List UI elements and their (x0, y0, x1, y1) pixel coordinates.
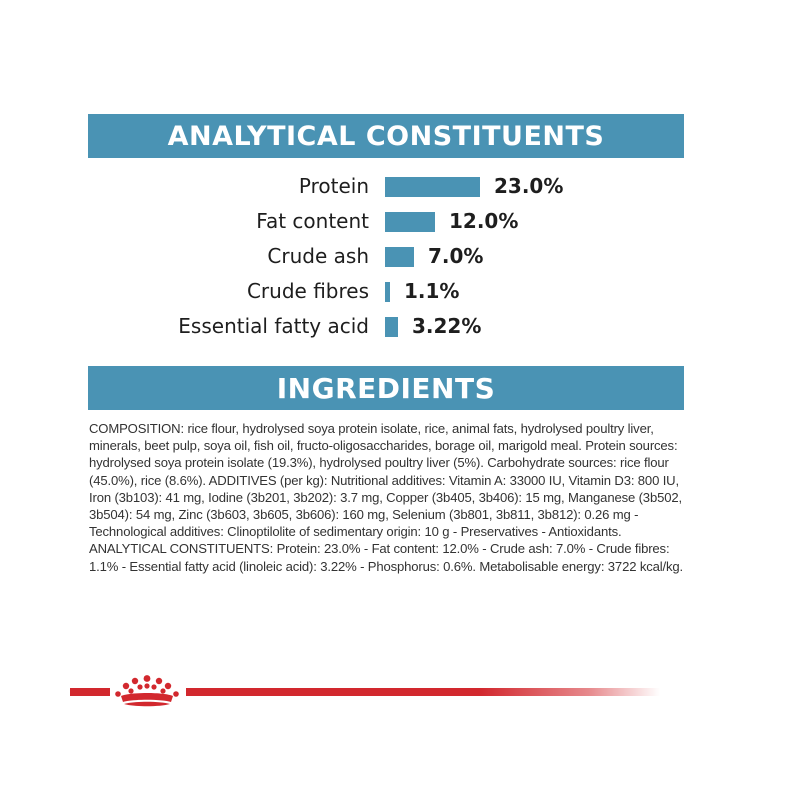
analytical-constituents-title: ANALYTICAL CONSTITUENTS (167, 120, 605, 152)
constituent-value: 1.1% (404, 279, 460, 303)
constituent-label: Fat content (256, 209, 369, 233)
constituent-row (0, 169, 800, 204)
royal-canin-crown-icon (112, 672, 182, 710)
constituent-value: 3.22% (412, 314, 482, 338)
constituent-bar (385, 317, 398, 337)
constituent-bar (385, 247, 414, 267)
constituent-row (0, 274, 800, 309)
constituent-label: Protein (298, 174, 369, 198)
constituent-row (0, 309, 800, 344)
footer-red-line-left (70, 688, 110, 696)
analytical-constituents-header (88, 114, 684, 158)
ingredients-header (88, 366, 684, 410)
ingredients-title: INGREDIENTS (276, 371, 496, 405)
ingredients-composition-text: COMPOSITION: rice flour, hydrolysed soya protein isolate, rice, animal fats, hydrolysed poultry liver, minerals, beet pulp, soya oil, fish oil, fructo-oligosaccharides, borage oil, marigold meal. Protein sources: hydrolysed soya protein isolate (19.3%), hydrolysed poultry liver (5%). Carbohydrate sources: rice flour (45.0%), rice (8.6%). ADDITIVES (per kg): Nutritional additives: Vitamin A: 33000 IU, Vitamin D3: 800 IU, Iron (3b103): 41 mg, Iodine (3b201, 3b202): 3.7 mg, Copper (3b405, 3b406): 15 mg, Manganese (3b502, 3b504): 54 mg, Zinc (3b603, 3b605, 3b606): 160 mg, Selenium (3b801, 3b811, 3b812): 0.26 mg - Technological additives: Clinoptilolite of sedimentary origin: 10 g - Preservatives - Antioxidants. ANALYTICAL CONSTITUENTS: Protein: 23.0% - Fat content: 12.0% - Crude ash: 7.0% - Crude fibres: 1.1% - Essential fatty acid (linoleic acid): 3.22% - Phosphorus: 0.6%. Metabolisable energy: 3722 kcal/kg. (89, 421, 684, 574)
constituent-bar (385, 282, 390, 302)
constituent-bar (385, 212, 435, 232)
constituent-label: Crude fibres (246, 279, 369, 303)
constituent-bar (385, 177, 480, 197)
constituent-row (0, 204, 800, 239)
constituent-label: Essential fatty acid (178, 314, 369, 338)
constituent-label: Crude ash (267, 244, 369, 268)
constituent-row (0, 239, 800, 274)
constituent-value: 7.0% (428, 244, 484, 268)
constituent-value: 12.0% (449, 209, 519, 233)
constituent-value: 23.0% (494, 174, 564, 198)
footer-red-line-right (186, 688, 660, 696)
